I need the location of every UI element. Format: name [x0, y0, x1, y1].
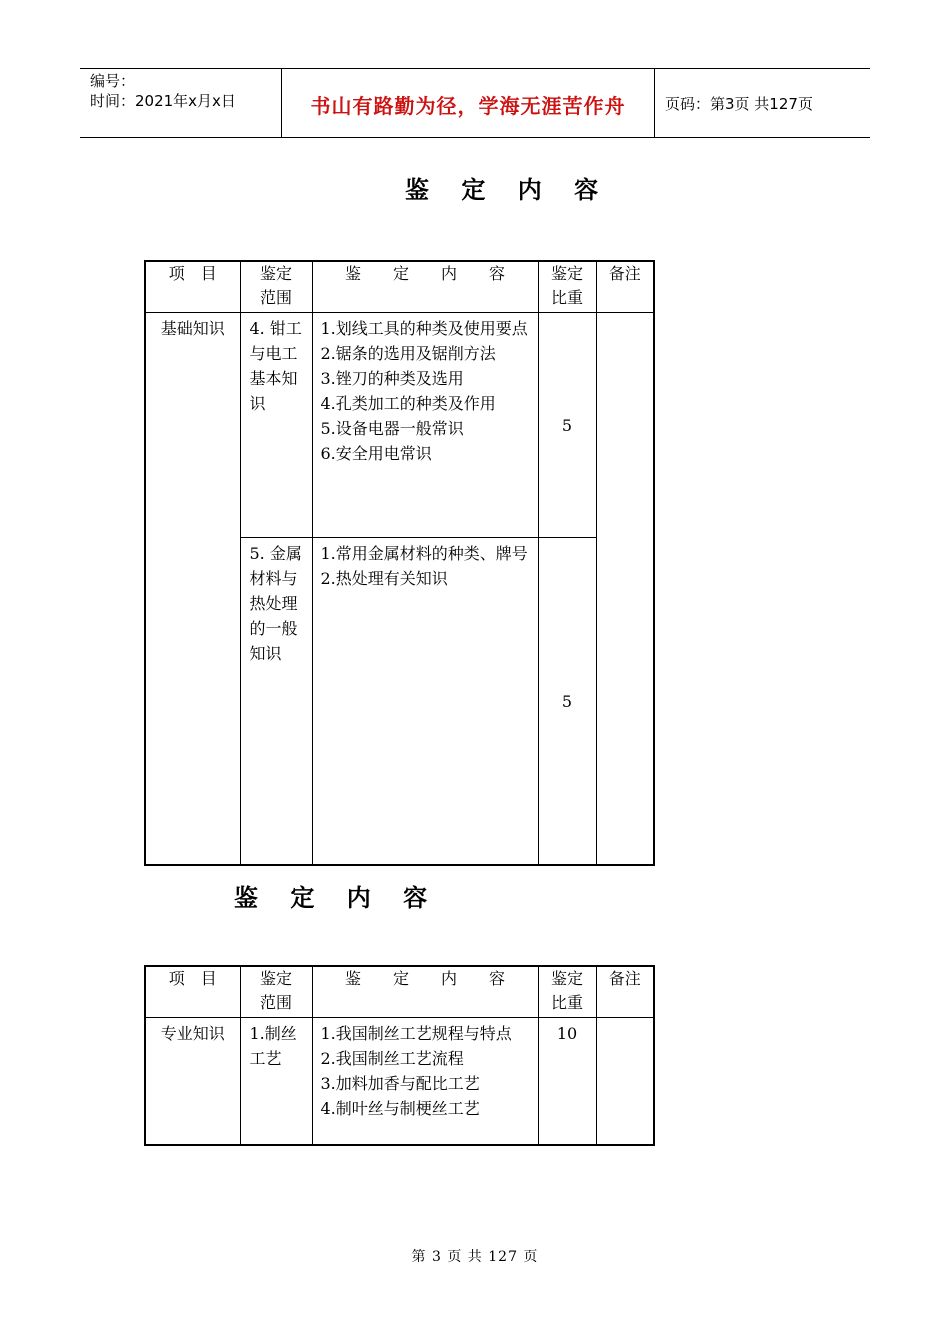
header-project: 项 目: [145, 966, 240, 1018]
table-row: [145, 313, 654, 538]
content-item: 6.安全用电常识: [320, 444, 432, 464]
note-cell: [596, 1018, 654, 1145]
scope-cell: 1.制丝工艺: [240, 1018, 312, 1145]
weight-cell: 5: [538, 313, 596, 538]
content-cell: [312, 1018, 538, 1145]
scope-cell: 5. 金属材料与热处理的一般知识: [240, 538, 312, 865]
time-label: 时间：2021年x月x日: [90, 92, 236, 110]
table-header-row: [145, 261, 654, 313]
page-footer: 第 3 页 共 127 页: [411, 1249, 539, 1265]
content-item: 2.我国制丝工艺流程: [320, 1049, 464, 1069]
content-item: 2.锯条的选用及锯削方法: [320, 344, 496, 364]
content-item: 3.加料加香与配比工艺: [320, 1074, 480, 1094]
page-header: [80, 68, 870, 138]
project-cell: 基础知识: [145, 313, 240, 865]
header-project: 项 目: [145, 261, 240, 313]
section2-title: 鉴 定 内 容: [234, 883, 440, 912]
content-item: 4.制叶丝与制梗丝工艺: [320, 1099, 480, 1119]
header-meta: [80, 69, 282, 137]
page-info: 页码：第3页 共127页: [665, 95, 813, 113]
header-content: 鉴 定 内 容: [312, 261, 538, 313]
content-item: 1.我国制丝工艺规程与特点: [320, 1024, 512, 1044]
content-item: 5.设备电器一般常识: [320, 419, 464, 439]
section1-table: [144, 260, 655, 866]
content-cell: [312, 538, 538, 865]
table-row: [145, 1018, 654, 1145]
header-scope: 鉴定 范围: [240, 261, 312, 313]
content-item: 1.常用金属材料的种类、牌号: [320, 544, 528, 564]
weight-cell: 10: [538, 1018, 596, 1145]
section2-table: [144, 965, 655, 1146]
content-item: 2.热处理有关知识: [320, 569, 448, 589]
section1-title: 鉴 定 内 容: [405, 175, 611, 204]
content-cell: [312, 313, 538, 538]
weight-cell: 5: [538, 538, 596, 865]
project-cell: 专业知识: [145, 1018, 240, 1145]
header-motto-cell: [282, 69, 655, 137]
header-note: 备注: [596, 261, 654, 313]
note-cell: [596, 313, 654, 865]
content-item: 3.锉刀的种类及选用: [320, 369, 464, 389]
content-item: 1.划线工具的种类及使用要点: [320, 319, 528, 339]
header-weight: 鉴定 比重: [538, 966, 596, 1018]
table-header-row: [145, 966, 654, 1018]
motto: 书山有路勤为径，学海无涯苦作舟: [310, 94, 626, 118]
code-label: 编号：: [90, 72, 136, 90]
content-item: 4.孔类加工的种类及作用: [320, 394, 496, 414]
scope-cell: 4. 钳工与电工基本知识: [240, 313, 312, 538]
header-content: 鉴 定 内 容: [312, 966, 538, 1018]
header-note: 备注: [596, 966, 654, 1018]
header-page-cell: [655, 69, 870, 137]
header-scope: 鉴定 范围: [240, 966, 312, 1018]
header-weight: 鉴定 比重: [538, 261, 596, 313]
